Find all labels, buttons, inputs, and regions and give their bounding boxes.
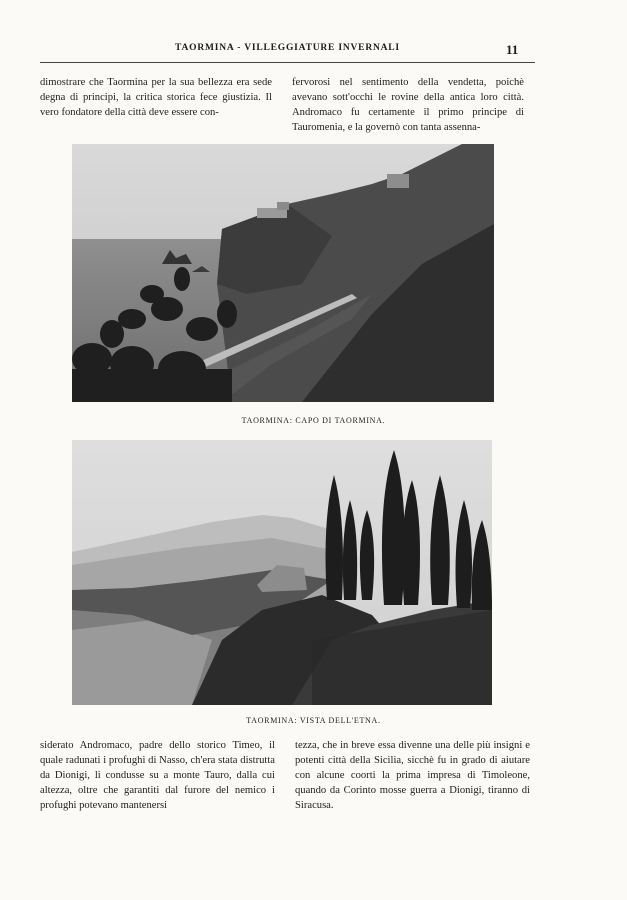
caption-vista-dell-etna: TAORMINA: VISTA DELL'ETNA. <box>246 716 381 725</box>
running-header: TAORMINA - VILLEGGIATURE INVERNALI <box>40 43 535 63</box>
photo-vista-dell-etna <box>72 440 492 705</box>
top-right-column <box>292 75 524 135</box>
caption-capo-di-taormina: TAORMINA: CAPO DI TAORMINA. <box>241 416 386 425</box>
bottom-left-paragraph: siderato Andromaco, padre dello storico Timeo, il quale radunati i profughi di Nasso, ch'era stata distrutta da Dionigi, li condusse su a monte Tauro, dalla cui altezza, oltre che garantiti dal furore del nemico i profughi potevano mantenersi <box>40 740 275 811</box>
photo-capo-di-taormina <box>72 144 494 402</box>
bottom-right-paragraph: tezza, che in breve essa divenne una delle più insigni e potenti città della Sicilia, sicchè fu in grado di aiutare con alcune coorti la prima impresa di Timoleone, quando da Corinto mosse guerra a Dionigi, tiranno di Siracusa. <box>295 740 530 811</box>
top-left-column <box>40 75 272 135</box>
photo-capo-illustration <box>72 144 494 402</box>
page-number: 11 <box>506 42 519 57</box>
top-right-paragraph: fervorosi nel sentimento della vendetta, poichè avevano sott'occhi le rovine della antica loro città. Andromaco fu certamente il primo principe di Tauromenia, e la governò con tanta assenna- <box>292 77 524 133</box>
photo-etna-illustration <box>72 440 492 705</box>
top-left-paragraph: dimostrare che Taormina per la sua bellezza era sede degna di principi, la critica storica fece giustizia. Il vero fondatore della città deve essere con- <box>40 77 272 118</box>
top-text-columns <box>40 75 524 135</box>
bottom-left-column <box>40 738 275 813</box>
bottom-right-column <box>295 738 530 813</box>
bottom-text-columns <box>40 738 530 813</box>
